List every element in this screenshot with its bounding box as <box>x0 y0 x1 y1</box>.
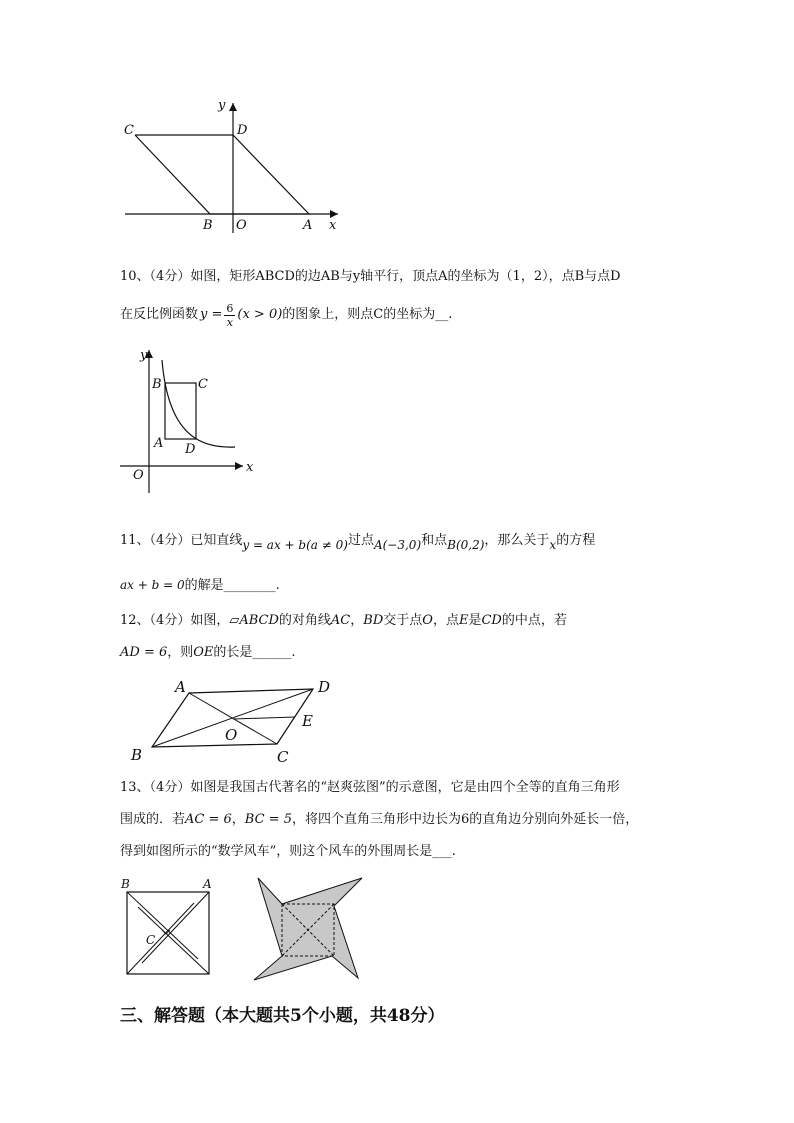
q12-line2 <box>120 644 296 662</box>
q11-equation-2: ax + b = 0 <box>120 578 185 592</box>
q11-point-a: A(−3,0) <box>373 538 422 552</box>
fig10-label-b: B <box>152 377 162 392</box>
q13-number: 13、（4分） <box>120 780 191 795</box>
fig9-label-x: x <box>329 218 337 233</box>
q13-text-2c: ，将四个直角三角形中边长为6的直角边分别向外延长一倍， <box>291 812 639 827</box>
q12-text-9: 的长是______. <box>213 645 296 660</box>
figure-12-parallelogram <box>125 675 345 770</box>
q10-text-post: 的图象上，则点C的坐标为__. <box>282 307 453 322</box>
fig12-label-c: C <box>277 748 289 766</box>
fig10-label-a: A <box>154 436 164 451</box>
q11-line1 <box>120 531 595 550</box>
q13-bc: BC = 5 <box>244 812 292 827</box>
q12-number: 12、（4分） <box>120 613 191 628</box>
q11-text-3: 和点 <box>421 533 448 548</box>
q12-oe: OE <box>193 645 214 660</box>
fig12-label-d: D <box>318 678 331 696</box>
fig13-label-c: C <box>146 933 156 947</box>
q11-text-4: ，那么关于 <box>484 533 550 548</box>
fig10-label-d: D <box>185 442 196 457</box>
q13-text-2a: 围成的．若 <box>120 812 186 827</box>
fig9-label-d: D <box>237 123 248 138</box>
q12-ad: AD = 6 <box>120 645 168 660</box>
q13-text-line1: 如图是我国古代著名的“赵爽弦图”的示意图，它是由四个全等的直角三角形 <box>190 780 620 795</box>
fig12-label-e: E <box>302 712 313 730</box>
q11-equation: y = ax + b(a ≠ 0) <box>242 538 348 552</box>
q10-line2 <box>120 296 452 334</box>
q11-text-2: 过点 <box>347 533 374 548</box>
fig10-label-x: x <box>246 460 254 475</box>
q13-ac: AC = 6 <box>185 812 232 827</box>
q12-text-4: 交于点 <box>383 613 423 628</box>
fig9-label-b: B <box>203 218 213 233</box>
q11-point-b: B(0,2) <box>447 538 485 552</box>
section-heading: 三、解答题（本大题共5个小题，共48分） <box>120 1006 445 1026</box>
q12-e: E <box>458 613 469 628</box>
q12-text-6: 是 <box>468 613 482 628</box>
q10-text-line1: 如图，矩形ABCD的边AB与y轴平行，顶点A的坐标为（1，2），点B与点D <box>190 269 621 284</box>
fig10-label-o: O <box>133 468 144 483</box>
fig12-label-b: B <box>131 746 143 764</box>
q10-number: 10、（4分） <box>120 269 191 284</box>
q12-text-7: 的中点，若 <box>501 613 567 628</box>
figure-10-hyperbola-rectangle <box>115 345 265 495</box>
q10-text-pre: 在反比例函数 <box>120 307 199 322</box>
q10-func-y: y = <box>200 307 223 322</box>
q11-text-1: 已知直线 <box>190 533 243 548</box>
q11-var-x: x <box>549 538 557 552</box>
figure-13-zhao-shuang-square <box>115 872 225 982</box>
fig10-label-y: y <box>140 348 148 363</box>
q12-text-5: ，点 <box>432 613 459 628</box>
q12-parallelogram: ▱ABCD <box>229 613 279 628</box>
fig9-label-a: A <box>303 218 313 233</box>
fig9-label-c: C <box>124 123 134 138</box>
q10-line1 <box>120 268 621 286</box>
figure-9-parallelogram <box>110 95 350 235</box>
fig10-label-c: C <box>198 377 208 392</box>
q13-line2 <box>120 811 638 829</box>
q12-text-8: ，则 <box>167 645 194 660</box>
q12-bd: BD <box>363 613 384 628</box>
q13-line3 <box>120 843 456 861</box>
q13-text-2b: ， <box>231 812 245 827</box>
q12-line1 <box>120 612 567 630</box>
fig13-label-a: A <box>203 877 212 891</box>
q12-text-2: 的对角线 <box>278 613 331 628</box>
figure-13-math-windmill <box>248 872 368 984</box>
fig12-label-a: A <box>175 678 186 696</box>
q11-answer-blank: 的解是________. <box>184 578 280 593</box>
q10-fraction <box>224 302 235 329</box>
q10-fraction-num: 6 <box>226 301 234 315</box>
q11-line2 <box>120 576 280 595</box>
q10-func-cond: (x > 0) <box>237 307 283 322</box>
q12-o: O <box>422 613 433 628</box>
q13-line1 <box>120 779 620 797</box>
fig9-label-y: y <box>218 98 226 113</box>
q13-text-line3: 得到如图所示的“数学风车”，则这个风车的外围周长是___. <box>120 844 456 859</box>
q11-number: 11、（4分） <box>120 533 191 548</box>
q11-text-5: 的方程 <box>556 533 596 548</box>
q12-text-3: ， <box>350 613 364 628</box>
fig13-label-b: B <box>121 877 130 891</box>
fig9-label-o: O <box>236 218 247 233</box>
q10-fraction-den: x <box>226 315 233 329</box>
q12-ac: AC <box>330 613 351 628</box>
q12-cd: CD <box>481 613 502 628</box>
fig12-label-o: O <box>225 726 238 744</box>
q12-text-1: 如图， <box>190 613 230 628</box>
